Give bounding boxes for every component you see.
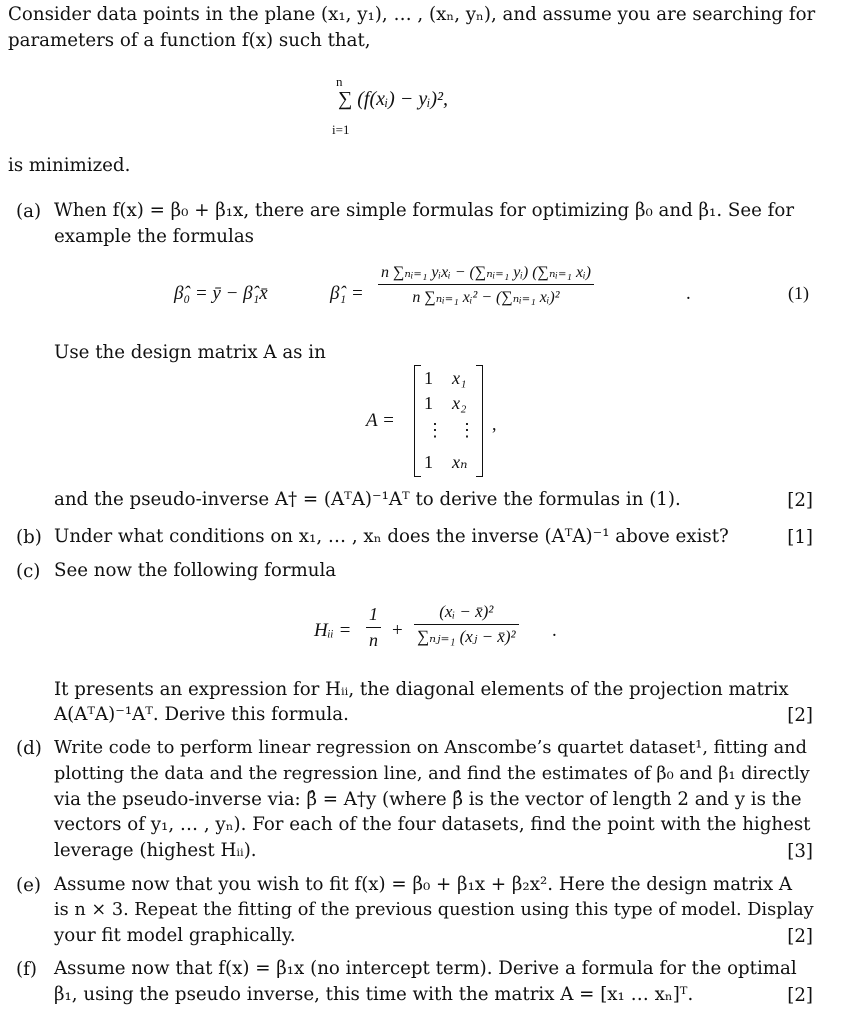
part-a-label: (a) bbox=[16, 201, 42, 222]
matrix-right-bracket bbox=[476, 365, 483, 477]
part-f-marks: [2] bbox=[787, 985, 813, 1006]
beta1-denominator: n ∑ₙᵢ₌₁ xᵢ² − (∑ₙᵢ₌₁ xᵢ)² bbox=[412, 289, 560, 306]
part-d-label: (d) bbox=[16, 738, 42, 759]
intro-minimized: is minimized. bbox=[8, 155, 131, 176]
part-d-line-1: Write code to perform linear regression on Anscombe’s quartet dataset¹, fitting and bbox=[54, 738, 807, 758]
pseudo-inverse-text: and the pseudo-inverse A† = (AᵀA)⁻¹Aᵀ to derive the formulas in (1). bbox=[54, 489, 681, 510]
part-d-line-4: vectors of y₁, … , yₙ). For each of the four datasets, find the point with the highest bbox=[54, 814, 811, 835]
leverage-plus: + bbox=[392, 620, 403, 641]
part-a-line-1: When f(x) = β₀ + β₁x, there are simple formulas for optimizing β₀ and β₁. See for bbox=[54, 200, 795, 221]
intro-line-1: Consider data points in the plane (x₁, y₁), … , (xₙ, yₙ), and assume you are searching for bbox=[8, 4, 816, 25]
leverage-second-fraction bbox=[414, 602, 519, 647]
part-f-line-1: Assume now that f(x) = β₁x (no intercept term). Derive a formula for the optimal bbox=[54, 958, 797, 979]
part-e-line-2: is n × 3. Repeat the fitting of the previous question using this type of model. Display bbox=[54, 900, 814, 920]
matrix-cell: 1 bbox=[424, 452, 434, 472]
matrix-cell: ⋮ bbox=[426, 420, 445, 440]
part-a-marks: [2] bbox=[787, 490, 813, 511]
equation-number-1: (1) bbox=[788, 283, 809, 303]
beta1-period: . bbox=[686, 283, 691, 304]
matrix-cell: 1 bbox=[424, 368, 434, 388]
sum-lower-limit: i=1 bbox=[332, 122, 350, 137]
part-e-label: (e) bbox=[16, 875, 41, 896]
part-b-marks: [1] bbox=[787, 527, 813, 548]
leverage-first-fraction bbox=[366, 604, 381, 651]
matrix-cell: x₁ bbox=[452, 368, 467, 388]
design-matrix-text: Use the design matrix A as in bbox=[54, 342, 326, 363]
beta1-fraction bbox=[378, 262, 594, 307]
first-fraction-denominator: n bbox=[369, 630, 378, 650]
beta0-formula: β̂₀ = ȳ − β̂₁x̄ bbox=[174, 283, 268, 304]
part-c-marks: [2] bbox=[787, 705, 813, 726]
beta1-numerator: n ∑ₙᵢ₌₁ yᵢxᵢ − (∑ₙᵢ₌₁ yᵢ) (∑ₙᵢ₌₁ xᵢ) bbox=[378, 262, 594, 285]
part-d-line-3: via the pseudo-inverse via: β̂ = A†y (where β̂ is the vector of length 2 and y is the bbox=[54, 789, 802, 810]
part-c-text: See now the following formula bbox=[54, 560, 337, 581]
leverage-period: . bbox=[552, 620, 557, 641]
part-f-label: (f) bbox=[16, 959, 37, 980]
matrix-cell: 1 bbox=[424, 393, 434, 413]
part-d-line-5: leverage (highest Hᵢᵢ). bbox=[54, 840, 257, 861]
part-f-line-2: β₁, using the pseudo inverse, this time with the matrix A = [x₁ … xₙ]ᵀ. bbox=[54, 984, 694, 1005]
intro-line-2: parameters of a function f(x) such that, bbox=[8, 30, 371, 51]
leverage-lhs: Hᵢᵢ = bbox=[314, 620, 352, 641]
matrix-comma: , bbox=[492, 414, 497, 434]
matrix-cell: ⋮ bbox=[458, 420, 477, 440]
part-e-marks: [2] bbox=[787, 926, 813, 947]
part-a-line-2: example the formulas bbox=[54, 226, 255, 247]
sum-upper-limit: n bbox=[336, 74, 343, 89]
beta1-formula bbox=[378, 262, 594, 307]
matrix-cell: x₂ bbox=[452, 393, 467, 413]
part-c-label: (c) bbox=[16, 561, 41, 582]
sum-of-squares-equation: ∑ (f(xᵢ) − yᵢ)², bbox=[338, 88, 449, 110]
part-d-line-2: plotting the data and the regression line, and find the estimates of β₀ and β₁ directly bbox=[54, 764, 810, 784]
part-c-line-2: A(AᵀA)⁻¹Aᵀ. Derive this formula. bbox=[54, 704, 349, 725]
part-c-line-1: It presents an expression for Hᵢᵢ, the diagonal elements of the projection matrix bbox=[54, 679, 789, 700]
matrix-left-bracket bbox=[414, 365, 421, 477]
part-e-line-3: your fit model graphically. bbox=[54, 925, 296, 946]
part-b-label: (b) bbox=[16, 527, 42, 548]
second-fraction-denominator: ∑ₙⱼ₌₁ (xⱼ − x̄)² bbox=[417, 627, 516, 646]
part-d-marks: [3] bbox=[787, 841, 813, 862]
second-fraction-numerator: (xᵢ − x̄)² bbox=[414, 602, 519, 625]
matrix-cell: xₙ bbox=[452, 452, 468, 472]
beta1-lhs: β̂₁ = bbox=[330, 283, 364, 304]
part-b-text: Under what conditions on x₁, … , xₙ does the inverse (AᵀA)⁻¹ above exist? bbox=[54, 526, 729, 547]
matrix-lhs: A = bbox=[366, 410, 395, 431]
first-fraction-numerator: 1 bbox=[366, 604, 381, 628]
part-e-line-1: Assume now that you wish to fit f(x) = β₀ + β₁x + β₂x². Here the design matrix A bbox=[54, 874, 793, 895]
